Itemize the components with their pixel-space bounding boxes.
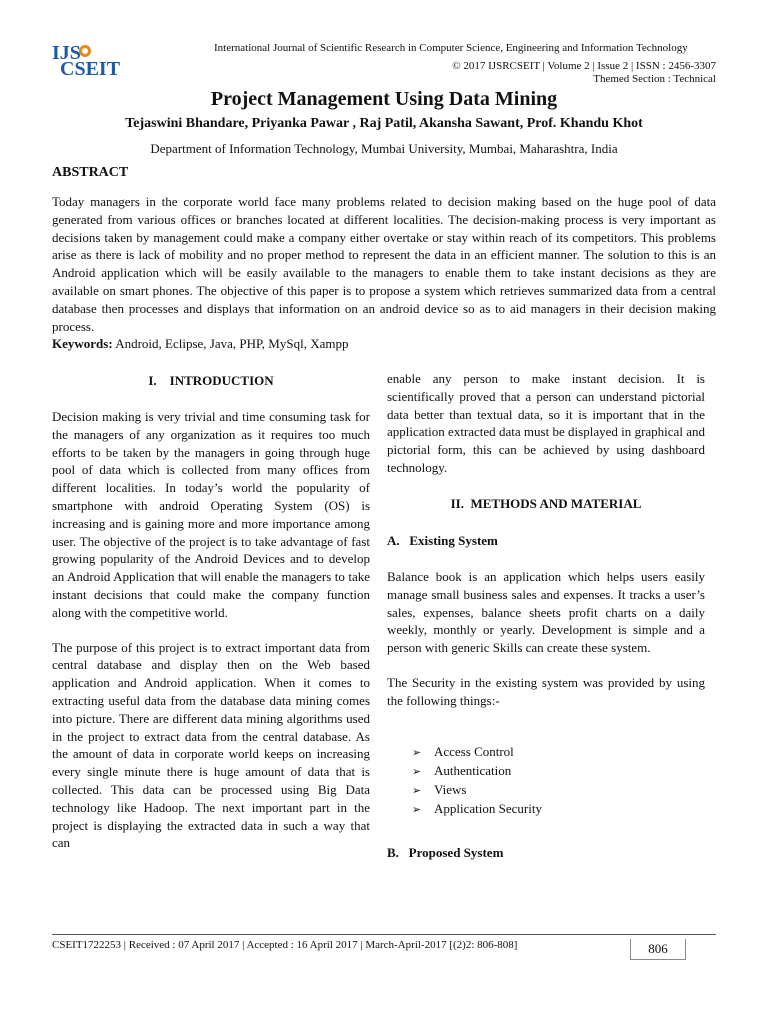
security-list bbox=[412, 743, 542, 819]
journal-logo bbox=[52, 42, 121, 82]
paper-title: Project Management Using Data Mining bbox=[210, 88, 558, 110]
abstract-heading: ABSTRACT bbox=[52, 165, 129, 180]
intro-paragraph-3: enable any person to make instant decision. It is scientifically proved that a person can understand pictorial data better than textual data, so it is important that in the application extracted data must be displayed in graphical and pictorial form, this can be achieved by using dashboard technology. bbox=[387, 371, 705, 475]
logo-ring-icon bbox=[79, 45, 91, 57]
existing-system-body bbox=[387, 568, 705, 727]
footer-citation: CSEIT1722253 | Received : 07 April 2017 | Accepted : 16 April 2017 | March-April-2017 [(2)2: 806-808] bbox=[52, 939, 518, 951]
arrow-bullet-icon: ➢ bbox=[412, 804, 422, 816]
arrow-bullet-icon: ➢ bbox=[412, 766, 422, 778]
keywords-list: Android, Eclipse, Java, PHP, MySql, Xampp bbox=[112, 336, 349, 351]
existing-system-heading: A. Existing System bbox=[387, 533, 498, 548]
logo-text-top: IJS bbox=[52, 42, 81, 64]
list-item: ➢ Views bbox=[412, 781, 542, 800]
keywords-line bbox=[52, 336, 348, 352]
introduction-heading: I. INTRODUCTION bbox=[148, 373, 274, 388]
arrow-bullet-icon: ➢ bbox=[412, 785, 422, 797]
left-column bbox=[52, 408, 370, 869]
methods-heading: II. METHODS AND MATERIAL bbox=[450, 496, 642, 511]
keywords-label: Keywords: bbox=[52, 336, 113, 351]
intro-paragraph-2: The purpose of this project is to extract important data from central database and display then on the Web based application and Android application. When it comes to extracting useful data from the database data mining comes into picture. There are different data mining algorithms used in the project to extract data from the central database. As the amount of data in corporate world keeps on increasing every single minute there is huge amount of data that is collected. This data can be processed using Big Data technology like Hadoop. The next important part in the project is displaying the extracted data in such a way that can bbox=[52, 639, 370, 851]
journal-meta: © 2017 IJSRCSEIT | Volume 2 | Issue 2 | ISSN : 2456-3307 bbox=[452, 60, 716, 72]
existing-paragraph-1: Balance book is an application which helps users easily manage small business sales and expenses. It tracks a user’s sales, expenses, balance sheets profit charts on a daily weekly, monthly or yearly. Development is simple and a person with generic Skills can create these system. bbox=[387, 569, 705, 656]
proposed-system-heading: B. Proposed System bbox=[387, 845, 504, 860]
logo-text-bottom: CSEIT bbox=[60, 58, 121, 80]
page-number: 806 bbox=[630, 939, 686, 960]
paper-affiliation: Department of Information Technology, Mumbai University, Mumbai, Maharashtra, India bbox=[150, 141, 618, 156]
list-item: ➢ Authentication bbox=[412, 762, 542, 781]
themed-section: Themed Section : Technical bbox=[593, 73, 716, 85]
paper-authors: Tejaswini Bhandare, Priyanka Pawar , Raj Patil, Akansha Sawant, Prof. Khandu Khot bbox=[125, 116, 643, 131]
footer-divider bbox=[52, 934, 716, 935]
list-item: ➢ Application Security bbox=[412, 800, 542, 819]
journal-name: International Journal of Scientific Research in Computer Science, Engineering and Information Technology bbox=[214, 42, 688, 54]
existing-paragraph-2: The Security in the existing system was provided by using the following things:- bbox=[387, 674, 705, 708]
right-column bbox=[387, 370, 705, 494]
intro-paragraph-1: Decision making is very trivial and time consuming task for the managers of any organization as it requires too much efforts to be taken by the managers in going through huge pool of data which is collected from many offices from different localities. In today’s world the popularity of smartphone with android Operating System (OS) is increasing and is gaining more and more importance among user. The objective of the project is to take advantage of fast growing popularity of the Android Devices and to develop an Android Application that will enable the managers to take instant decisions that could make the company function along with the competitive world. bbox=[52, 409, 370, 620]
list-item: ➢ Access Control bbox=[412, 743, 542, 762]
abstract-text: Today managers in the corporate world face many problems related to decision making based on the huge pool of data generated from various offices or branches located at different localities. The decision-making process is very important as decisions taken by management could make a company either overtake or stay within reach of its competitors. This problems arise as there is lack of mobility and no proper method to represent the data in an efficient manner. The solution to this is an Android application which will be easily available to the managers to enable them to take instant decisions as they are available on smart phones. The objective of this paper is to propose a system which retrieves summarized data from a central database then processes and displays that information on an android device so as to aid managers in their decision making process. bbox=[52, 194, 716, 334]
arrow-bullet-icon: ➢ bbox=[412, 747, 422, 759]
